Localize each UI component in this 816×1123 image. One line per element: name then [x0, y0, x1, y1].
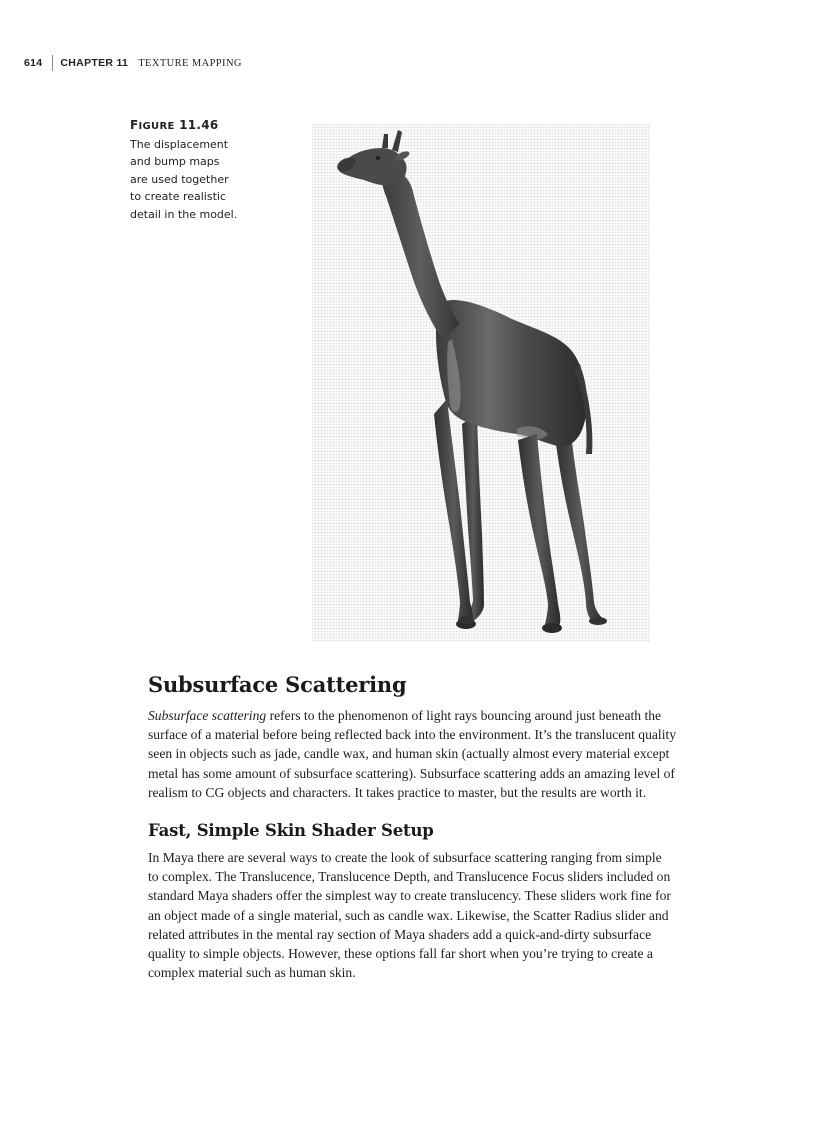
italic-term: Subsurface scattering	[148, 708, 267, 723]
giraffe-ossicone-right	[392, 130, 402, 152]
chapter-title: TEXTURE MAPPING	[138, 57, 242, 69]
caption-line: to create realistic	[130, 190, 227, 203]
chapter-label: CHAPTER 11	[60, 57, 129, 69]
caption-line: detail in the model.	[130, 207, 238, 221]
paragraph-line: standard Maya shaders offer the simplest way to create translucency. These sliders work fine for	[148, 888, 671, 904]
section-heading: Subsurface Scattering	[148, 672, 407, 697]
paragraph-line: seen in objects such as jade, candle wax, and human skin (actually almost every material except	[148, 746, 670, 762]
paragraph-line: an object made of a single material, such as candle wax. Likewise, the Scatter Radius slider and	[148, 907, 669, 923]
giraffe-illustration	[312, 124, 650, 642]
subsection-heading: Fast, Simple Skin Shader Setup	[148, 821, 434, 840]
giraffe-near-hind-leg	[518, 434, 560, 628]
giraffe-hoof	[589, 617, 607, 625]
paragraph-line: metal has some amount of subsurface scattering). Subsurface scattering adds an amazing level of	[148, 765, 675, 781]
giraffe-hoof	[458, 616, 474, 624]
paragraph-skin-shader	[148, 848, 758, 982]
giraffe-eye	[376, 156, 381, 160]
running-header	[24, 54, 242, 72]
paragraph-line-rest: refers to the phenomenon of light rays bouncing around just beneath the	[266, 708, 662, 723]
caption-line: are used together	[130, 172, 229, 186]
giraffe-hoof	[542, 623, 562, 633]
header-divider	[52, 55, 53, 71]
paragraph-line: surface of a material before being reflected back into the environment. It’s the translucent quality	[148, 727, 677, 743]
giraffe-far-hind-leg	[556, 424, 604, 622]
caption-line: The displacement	[130, 137, 229, 151]
caption-line: and bump maps	[130, 155, 220, 168]
figure-number-prefix: F	[130, 118, 139, 132]
giraffe-neck	[382, 171, 460, 339]
paragraph-line: In Maya there are several ways to create the look of subsurface scattering ranging from simple	[148, 850, 662, 865]
figure-number	[130, 117, 260, 136]
figure-number-word: IGURE	[138, 121, 175, 132]
figure-number-value: 11.46	[179, 118, 219, 132]
paragraph-subsurface-intro	[148, 706, 758, 802]
paragraph-line: to complex. The Translucence, Translucence Depth, and Translucence Focus sliders included on	[148, 869, 671, 885]
paragraph-line	[148, 706, 758, 725]
giraffe-ossicone-left	[382, 134, 388, 148]
figure-image-giraffe	[312, 124, 650, 642]
figure-caption	[130, 117, 260, 223]
paragraph-line: related attributes in the mental ray section of Maya shaders add a quick-and-dirty subsurface	[148, 926, 652, 942]
paragraph-line: realism to CG objects and characters. It takes practice to master, but the results are worth it.	[148, 784, 647, 800]
paragraph-line: quality to simple objects. However, these options fall far short when you’re trying to create a	[148, 946, 653, 962]
page-number: 614	[24, 57, 43, 69]
paragraph-line: complex material such as human skin.	[148, 965, 356, 981]
